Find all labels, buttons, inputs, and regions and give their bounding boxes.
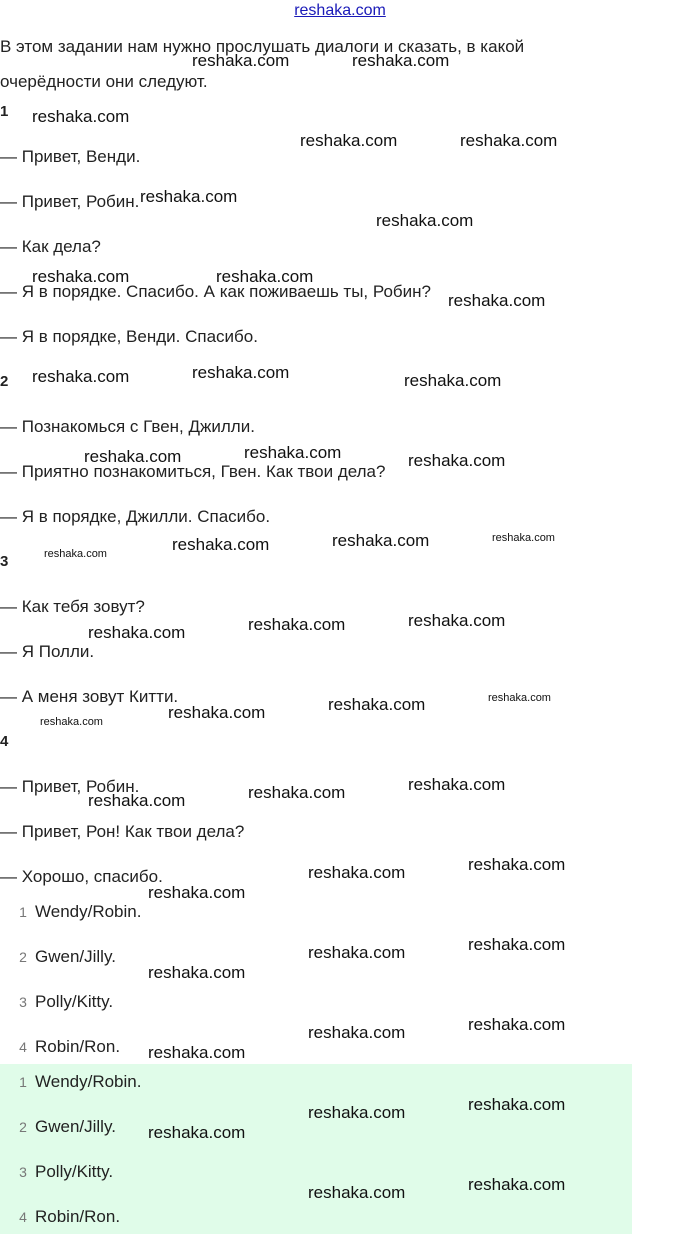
answer-item — [0, 947, 116, 977]
dialogue-number: 1 — [0, 103, 9, 120]
watermark: reshaka.com — [328, 695, 426, 714]
watermark: reshaka.com — [308, 943, 406, 962]
watermark: reshaka.com — [308, 863, 406, 882]
dialogue-line: — Я в порядке. Спасибо. А как поживаешь ты, Робин? — [0, 282, 431, 301]
answer-text: Gwen/Jilly. — [35, 947, 116, 966]
watermark: reshaka.com — [172, 535, 270, 554]
watermark: reshaka.com — [192, 51, 290, 70]
answer-number: 1 — [19, 1074, 27, 1090]
watermark: reshaka.com — [32, 367, 130, 386]
watermark: reshaka.com — [468, 1015, 566, 1034]
answer-item — [0, 1037, 120, 1067]
watermark: reshaka.com — [248, 615, 346, 634]
watermark: reshaka.com — [216, 267, 314, 286]
dialogue-line: — Привет, Рон! Как твои дела? — [0, 822, 245, 841]
dialogue-number: 2 — [0, 373, 9, 390]
dialogue-line: — Познакомься с Гвен, Джилли. — [0, 417, 255, 436]
watermark: reshaka.com — [88, 623, 186, 642]
dialogue-line: — Хорошо, спасибо. — [0, 867, 163, 886]
watermark: reshaka.com — [404, 371, 502, 390]
watermark: reshaka.com — [300, 131, 398, 150]
dialogue-line: — Привет, Венди. — [0, 147, 141, 166]
dialogue-number: 4 — [0, 733, 9, 750]
answer-number: 4 — [19, 1209, 27, 1225]
watermark: reshaka.com — [468, 1095, 566, 1114]
answer-number: 1 — [19, 904, 27, 920]
watermark: reshaka.com — [408, 775, 506, 794]
dialogue-line: — Как тебя зовут? — [0, 597, 145, 616]
answer-item — [0, 1117, 116, 1147]
watermark: reshaka.com — [376, 211, 474, 230]
watermark: reshaka.com — [244, 443, 342, 462]
answer-number: 3 — [19, 1164, 27, 1180]
answer-text: Wendy/Robin. — [35, 1072, 142, 1091]
answer-text: Wendy/Robin. — [35, 902, 142, 921]
watermark: reshaka.com — [468, 935, 566, 954]
answer-item — [0, 992, 113, 1022]
watermark: reshaka.com — [192, 363, 290, 382]
dialogue-line: — Я в порядке, Джилли. Спасибо. — [0, 507, 271, 526]
watermark: reshaka.com — [408, 451, 506, 470]
dialogue-line: — А меня зовут Китти. — [0, 687, 179, 706]
answer-item — [0, 1072, 141, 1102]
watermark: reshaka.com — [148, 1123, 246, 1142]
answer-list-highlighted — [0, 1064, 632, 1234]
dialogue-line: — Приятно познакомиться, Гвен. Как твои дела? — [0, 462, 386, 481]
dialogue-number: 3 — [0, 553, 9, 570]
dialogue-line: — Привет, Робин. — [0, 777, 140, 796]
watermark: reshaka.com — [308, 1103, 406, 1122]
watermark: reshaka.com — [32, 107, 130, 126]
answer-item — [0, 902, 141, 932]
answer-text: Robin/Ron. — [35, 1037, 121, 1056]
intro-text: В этом задании нам нужно прослушать диалоги и сказать, в какой очерёдности они следуют. — [0, 37, 525, 91]
watermark: reshaka.com — [32, 267, 130, 286]
dialogue-line: — Я в порядке, Венди. Спасибо. — [0, 327, 258, 346]
watermark: reshaka.com — [84, 447, 182, 466]
watermark: reshaka.com — [332, 531, 430, 550]
answer-number: 2 — [19, 949, 27, 965]
watermark: reshaka.com — [448, 291, 546, 310]
watermark: reshaka.com — [148, 963, 246, 982]
answer-text: Polly/Kitty. — [35, 1162, 114, 1181]
watermark: reshaka.com — [88, 791, 186, 810]
watermark: reshaka.com — [148, 1043, 246, 1062]
answer-item — [0, 1207, 120, 1237]
watermark: reshaka.com — [168, 703, 266, 722]
answer-text: Gwen/Jilly. — [35, 1117, 116, 1136]
watermark: reshaka.com — [460, 131, 558, 150]
site-link[interactable]: reshaka.com — [294, 2, 386, 19]
dialogue-line: — Привет, Робин. — [0, 192, 140, 211]
watermark: reshaka.com — [248, 783, 346, 802]
watermark: reshaka.com — [148, 883, 246, 902]
watermark: reshaka.com — [468, 1175, 566, 1194]
watermark: reshaka.com — [308, 1023, 406, 1042]
answer-number: 2 — [19, 1119, 27, 1135]
answer-text: Polly/Kitty. — [35, 992, 114, 1011]
answer-text: Robin/Ron. — [35, 1207, 121, 1226]
watermark: reshaka.com — [44, 548, 107, 560]
watermark: reshaka.com — [140, 187, 238, 206]
watermark: reshaka.com — [352, 51, 450, 70]
watermark: reshaka.com — [488, 692, 551, 704]
answer-number: 3 — [19, 994, 27, 1010]
watermark: reshaka.com — [408, 611, 506, 630]
watermark: reshaka.com — [40, 716, 103, 728]
answer-item — [0, 1162, 113, 1192]
watermark: reshaka.com — [468, 855, 566, 874]
dialogue-line: — Я Полли. — [0, 642, 95, 661]
watermark: reshaka.com — [492, 532, 555, 544]
dialogue-line: — Как дела? — [0, 237, 101, 256]
answer-number: 4 — [19, 1039, 27, 1055]
watermark: reshaka.com — [308, 1183, 406, 1202]
